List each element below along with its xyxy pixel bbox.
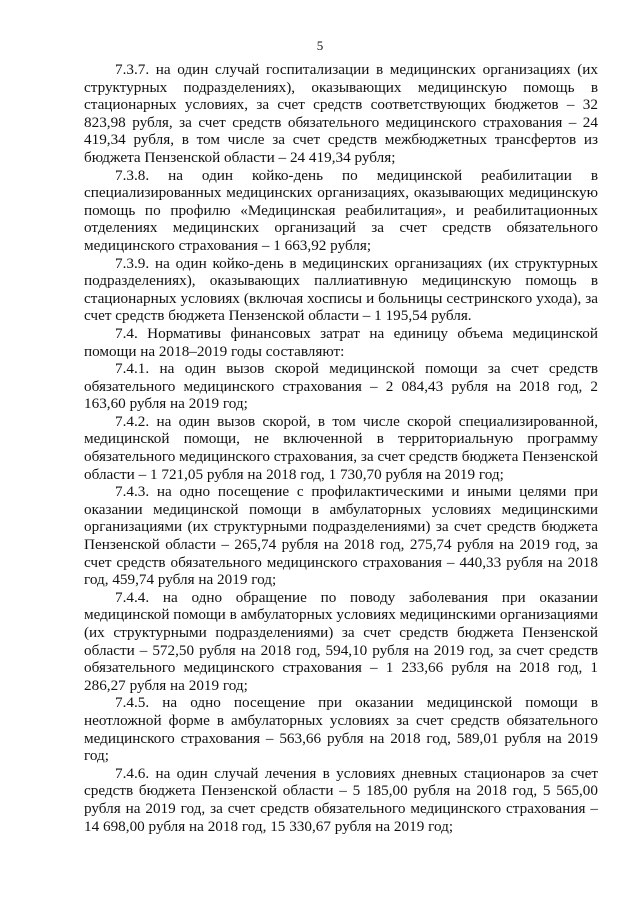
paragraph-7-4-1: 7.4.1. на один вызов скорой медицинской помощи за счет средств обязательного медицинского страхования – 2 084,43 рубля на 2018 год, 2 163,60 рубля на 2019 год; (84, 360, 598, 413)
paragraph-7-4-6: 7.4.6. на один случай лечения в условиях дневных стационаров за счет средств бюджета Пензенской области – 5 185,00 рубля на 2018 год, 5 565,00 рубля на 2019 год, за счет средств обязательного медицинского страхования – 14 698,00 рубля на 2018 год, 15 330,67 рубля на 2019 год; (84, 764, 598, 835)
document-body (84, 61, 598, 835)
page-number: 5 (316, 38, 324, 53)
paragraph-7-4-2: 7.4.2. на один вызов скорой, в том числе скорой специализированной, медицинской помощи, не включенной в территориальную программу обязательного медицинского страхования, за счет средств бюджета Пензенской области – 1 721,05 рубля на 2018 год, 1 730,70 рубля на 2019 год; (84, 412, 598, 483)
paragraph-7-4-3: 7.4.3. на одно посещение с профилактическими и иными целями при оказании медицинской помощи в амбулаторных условиях медицинскими организациями (их структурными подразделениями) за счет средств бюджета Пензенской области – 265,74 рубля на 2018 год, 275,74 рубля на 2019 год, за счет средств обязательного медицинского страхования – 440,33 рубля на 2018 год, 459,74 рубля на 2019 год; (84, 483, 598, 589)
paragraph-7-4-4: 7.4.4. на одно обращение по поводу заболевания при оказании медицинской помощи в амбулаторных условиях медицинскими организациями (их структурными подразделениями) за счет средств бюджета Пензенской области – 572,50 рубля на 2018 год, 594,10 рубля на 2019 год, за счет средств обязательного медицинского страхования – 1 233,66 рубля на 2018 год, 1 286,27 рубля на 2019 год; (84, 588, 598, 694)
paragraph-7-3-8: 7.3.8. на один койко-день по медицинской реабилитации в специализированных медицинских организациях, оказывающих медицинскую помощь по профилю «Медицинская реабилитация», и реабилитационных отделениях медицинских организаций за счет средств обязательного медицинского страхования – 1 663,92 рубля; (84, 166, 598, 254)
paragraph-7-4: 7.4. Нормативы финансовых затрат на единицу объема медицинской помощи на 2018–2019 годы составляют: (84, 324, 598, 360)
paragraph-7-4-5: 7.4.5. на одно посещение при оказании медицинской помощи в неотложной форме в амбулаторных условиях за счет средств обязательного медицинского страхования – 563,66 рубля на 2018 год, 589,01 рубля на 2019 год; (84, 694, 598, 765)
paragraph-7-3-9: 7.3.9. на один койко-день в медицинских организациях (их структурных подразделениях), оказывающих паллиативную медицинскую помощь в стационарных условиях (включая хосписы и больницы сестринского ухода), за счет средств бюджета Пензенской области – 1 195,54 рубля. (84, 254, 598, 325)
paragraph-7-3-7: 7.3.7. на один случай госпитализации в медицинских организациях (их структурных подразделениях), оказывающих медицинскую помощь в стационарных условиях, за счет средств соответствующих бюджетов – 32 823,98 рубля, за счет средств обязательного медицинского страхования – 24 419,34 рубля, в том числе за счет средств межбюджетных трансфертов из бюджета Пензенской области – 24 419,34 рубля; (84, 61, 598, 166)
